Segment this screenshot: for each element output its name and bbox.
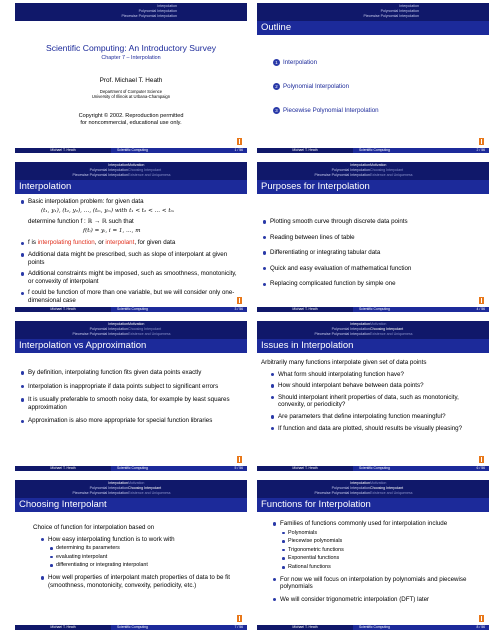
- footer-course: [353, 625, 489, 630]
- slide-header: [15, 162, 247, 180]
- bullet-item: It is usually preferable to smooth noisy data, for example by least squares approximation: [19, 396, 243, 411]
- section-nav: [260, 322, 370, 337]
- nav-interpolation[interactable]: Interpolation: [108, 481, 128, 485]
- footer-author: Michael T. Heath: [257, 307, 353, 312]
- author-name: Prof. Michael T. Heath: [99, 77, 163, 84]
- nav-existence[interactable]: Existence and Uniqueness: [370, 173, 413, 177]
- section-nav: [57, 4, 177, 19]
- university-logo-icon: [479, 456, 484, 463]
- nav-interpolation[interactable]: Interpolation: [350, 322, 370, 326]
- slide-issues: [257, 321, 489, 471]
- bullet-item: How easy interpolating function is to work with: [39, 536, 239, 544]
- sub-bullet-item: differentiating or integrating interpolant: [39, 562, 239, 569]
- nav-interpolation[interactable]: Interpolation: [350, 163, 370, 167]
- footer-course-label: Scientific Computing: [117, 307, 148, 311]
- bullet-text: , for given data: [134, 239, 176, 247]
- bullet-text: f is: [28, 239, 38, 247]
- copyright-notice: [15, 113, 247, 127]
- bullet-item: Interpolation is inappropriate if data points subject to significant errors: [19, 383, 243, 391]
- nav-motivation[interactable]: Motivation: [128, 322, 145, 326]
- outline-number-icon: 2: [273, 83, 280, 90]
- bullet-item: Families of functions commonly used for interpolation include: [271, 520, 481, 528]
- bullet-item: Quick and easy evaluation of mathematical function: [261, 265, 485, 273]
- slide-header: [257, 3, 489, 21]
- footer-course-label: Scientific Computing: [117, 148, 148, 152]
- section-nav: [18, 322, 128, 337]
- footer-author: Michael T. Heath: [257, 466, 353, 471]
- footer-course: [353, 307, 489, 312]
- outline-number-icon: 3: [273, 107, 280, 114]
- equation: (t₁, y₁), (t₂, y₂), …, (tₘ, yₘ) with t₁ < t₂ < … < tₘ: [41, 207, 175, 214]
- bullet-item: Replacing complicated function by simple one: [261, 280, 485, 288]
- university-logo-icon: [479, 615, 484, 622]
- slide-header: [15, 3, 247, 21]
- university-logo-icon: [237, 297, 242, 304]
- nav-motivation[interactable]: Motivation: [370, 481, 387, 485]
- slide-choosing-interpolant: [15, 480, 247, 630]
- institution: [15, 89, 247, 100]
- sub-bullet-item: Rational functions: [271, 564, 481, 571]
- slide-header: [257, 321, 489, 339]
- frame-title: Functions for Interpolation: [257, 498, 489, 512]
- copyright-line-2: for noncommercial, educational use only.: [80, 120, 182, 126]
- outline-label: Piecewise Polynomial Interpolation: [283, 107, 379, 114]
- bullet-item: How well properties of interpolant match properties of data to be fit (smoothness, monotonicity, convexity, periodicity, etc.): [39, 574, 239, 589]
- subsection-nav: [128, 163, 188, 178]
- slide-body: [261, 218, 485, 296]
- university: University of Illinois at Urbana-Champaign: [91, 94, 171, 100]
- footer-author: Michael T. Heath: [15, 307, 111, 312]
- footer-course: [353, 466, 489, 471]
- nav-choosing[interactable]: Choosing Interpolant: [370, 486, 404, 490]
- bullet-item: How should interpolant behave between data points?: [269, 382, 485, 390]
- bullet-item: [19, 239, 243, 247]
- slide-header: [15, 321, 247, 339]
- bullet-text: , or: [94, 239, 106, 247]
- bullet-item: What form should interpolating function have?: [269, 371, 485, 379]
- bullet-item: We will consider trigonometric interpolation (DFT) later: [271, 596, 481, 604]
- nav-polynomial[interactable]: Polynomial Interpolation: [331, 486, 370, 490]
- slide-footer: [257, 466, 489, 471]
- nav-piecewise[interactable]: Piecewise Polynomial Interpolation: [72, 332, 128, 336]
- nav-interpolation[interactable]: Interpolation: [157, 4, 177, 8]
- subsection-nav: [370, 163, 430, 178]
- bullet-item: By definition, interpolating function fits given data points exactly: [19, 369, 243, 377]
- nav-interpolation[interactable]: Interpolation: [108, 163, 128, 167]
- nav-piecewise[interactable]: Piecewise Polynomial Interpolation: [72, 173, 128, 177]
- footer-author: Michael T. Heath: [15, 148, 111, 153]
- frame-title: Interpolation vs Approximation: [15, 339, 247, 353]
- bullet-item: Approximation is also more appropriate for special function libraries: [19, 417, 243, 425]
- subsection-nav: [370, 481, 430, 496]
- bullet-text: Basic interpolation problem: for given data: [28, 198, 144, 205]
- footer-author: Michael T. Heath: [15, 625, 111, 630]
- slide-body: [19, 198, 243, 309]
- nav-existence[interactable]: Existence and Uniqueness: [370, 332, 413, 336]
- footer-course-label: Scientific Computing: [359, 625, 390, 629]
- nav-piecewise[interactable]: Piecewise Polynomial Interpolation: [314, 491, 370, 495]
- sub-bullet-item: determining its parameters: [39, 545, 239, 552]
- nav-choosing[interactable]: Choosing Interpolant: [370, 168, 404, 172]
- nav-existence[interactable]: Existence and Uniqueness: [128, 332, 171, 336]
- slide-footer: [257, 148, 489, 153]
- footer-page: 1 / 56: [234, 148, 243, 152]
- nav-motivation[interactable]: Motivation: [128, 163, 145, 167]
- section-nav: [18, 481, 128, 496]
- slide-footer: [15, 307, 247, 312]
- footer-course: [111, 466, 247, 471]
- presentation-subtitle: Chapter 7 – Interpolation: [101, 55, 161, 61]
- slide-body: [19, 369, 243, 431]
- bullet-continuation: determine function f : ℝ → ℝ such that: [28, 218, 134, 226]
- footer-course: [111, 625, 247, 630]
- bullet-item: Plotting smooth curve through discrete data points: [261, 218, 485, 226]
- frame-title: Issues in Interpolation: [257, 339, 489, 353]
- bullet-item: If function and data are plotted, should results be visually pleasing?: [269, 425, 485, 433]
- bullet-item: f could be function of more than one variable, but we will consider only one-dimensional case: [19, 289, 243, 304]
- subsection-nav: [128, 481, 188, 496]
- university-logo-icon: [479, 297, 484, 304]
- nav-motivation[interactable]: Motivation: [370, 163, 387, 167]
- nav-motivation[interactable]: Motivation: [128, 481, 145, 485]
- outline-item[interactable]: [275, 59, 318, 66]
- footer-course-label: Scientific Computing: [359, 148, 390, 152]
- outline-item[interactable]: [275, 107, 379, 114]
- outline-number-icon: 1: [273, 59, 280, 66]
- footer-course: [353, 148, 489, 153]
- footer-page: 8 / 56: [476, 625, 485, 629]
- footer-page: 3 / 56: [234, 307, 243, 311]
- nav-polynomial[interactable]: Polynomial Interpolation: [89, 168, 128, 172]
- slide-purposes: [257, 162, 489, 312]
- nav-piecewise[interactable]: Piecewise Polynomial Interpolation: [314, 332, 370, 336]
- frame-title: Interpolation: [15, 180, 247, 194]
- university-logo-icon: [479, 138, 484, 145]
- nav-choosing[interactable]: Choosing Interpolant: [128, 168, 162, 172]
- bullet-item: [19, 198, 243, 206]
- nav-choosing[interactable]: Choosing Interpolant: [128, 486, 162, 490]
- nav-interpolation[interactable]: Interpolation: [350, 481, 370, 485]
- nav-polynomial[interactable]: Polynomial Interpolation: [89, 327, 128, 331]
- nav-piecewise[interactable]: Piecewise Polynomial Interpolation: [72, 491, 128, 495]
- footer-course: [111, 307, 247, 312]
- nav-polynomial[interactable]: Polynomial Interpolation: [380, 9, 419, 13]
- nav-piecewise[interactable]: Piecewise Polynomial Interpolation: [314, 173, 370, 177]
- slide-functions-for-interpolation: [257, 480, 489, 630]
- slide-interpolation-vs-approximation: [15, 321, 247, 471]
- sub-bullet-item: evaluating interpolant: [39, 554, 239, 561]
- nav-polynomial[interactable]: Polynomial Interpolation: [138, 9, 177, 13]
- bullet-item: Additional data might be prescribed, such as slope of interpolant at given points: [19, 251, 243, 266]
- slide-footer: [257, 625, 489, 630]
- slide-footer: [15, 466, 247, 471]
- slide-body: [271, 520, 481, 607]
- slide-body: [33, 524, 239, 593]
- nav-polynomial[interactable]: Polynomial Interpolation: [331, 327, 370, 331]
- highlight-term: interpolating function: [37, 239, 95, 247]
- section-nav: [299, 4, 419, 19]
- footer-course-label: Scientific Computing: [359, 466, 390, 470]
- footer-page: 6 / 56: [476, 466, 485, 470]
- department: Department of Computer Science: [99, 89, 163, 94]
- nav-existence[interactable]: Existence and Uniqueness: [128, 491, 171, 495]
- slide-footer: [15, 625, 247, 630]
- nav-choosing[interactable]: Choosing Interpolant: [128, 327, 162, 331]
- footer-page: 7 / 56: [234, 625, 243, 629]
- frame-title: Choosing Interpolant: [15, 498, 247, 512]
- slide-footer: [15, 148, 247, 153]
- equation: f(tᵢ) = yᵢ, i = 1, …, m: [83, 227, 141, 234]
- sub-bullet-item: Trigonometric functions: [271, 547, 481, 554]
- footer-course-label: Scientific Computing: [117, 466, 148, 470]
- slide-header: [15, 480, 247, 498]
- bullet-item: For now we will focus on interpolation by polynomials and piecewise polynomials: [271, 576, 481, 591]
- footer-author: Michael T. Heath: [257, 625, 353, 630]
- footer-page: 2 / 56: [476, 148, 485, 152]
- copyright-line-1: Copyright © 2002. Reproduction permitted: [78, 113, 184, 119]
- university-logo-icon: [237, 138, 242, 145]
- footer-course: [111, 148, 247, 153]
- slide-footer: [257, 307, 489, 312]
- presentation-title: Scientific Computing: An Introductory Survey: [45, 43, 217, 53]
- outline-item[interactable]: [275, 83, 350, 90]
- nav-interpolation[interactable]: Interpolation: [399, 4, 419, 8]
- section-nav: [260, 163, 370, 178]
- footer-course-label: Scientific Computing: [359, 307, 390, 311]
- slide-header: [257, 162, 489, 180]
- bullet-item: Should interpolant inherit properties of data, such as monotonicity, convexity, or periodicity?: [269, 394, 485, 409]
- bullet-item: Are parameters that define interpolating function meaningful?: [269, 413, 485, 421]
- slide-body: [261, 359, 485, 436]
- nav-polynomial[interactable]: Polynomial Interpolation: [331, 168, 370, 172]
- bullet-item: Reading between lines of table: [261, 234, 485, 242]
- highlight-term: interpolant: [105, 239, 135, 247]
- section-nav: [18, 163, 128, 178]
- nav-piecewise[interactable]: Piecewise Polynomial Interpolation: [121, 14, 177, 18]
- outline-label: Polynomial Interpolation: [283, 83, 350, 90]
- subsection-nav: [370, 322, 430, 337]
- nav-existence[interactable]: Existence and Uniqueness: [128, 173, 171, 177]
- outline-label: Interpolation: [283, 59, 318, 66]
- sub-bullet-item: Piecewise polynomials: [271, 538, 481, 545]
- nav-motivation[interactable]: Motivation: [370, 322, 387, 326]
- university-logo-icon: [237, 456, 242, 463]
- frame-title: Outline: [257, 21, 489, 35]
- sub-bullet-item: Polynomials: [271, 530, 481, 537]
- footer-author: Michael T. Heath: [15, 466, 111, 471]
- nav-existence[interactable]: Existence and Uniqueness: [370, 491, 413, 495]
- footer-page: 4 / 56: [476, 307, 485, 311]
- bullet-item: Differentiating or integrating tabular data: [261, 249, 485, 257]
- intro-text: Arbitrarily many functions interpolate given set of data points: [261, 359, 427, 366]
- sub-bullet-item: Exponential functions: [271, 555, 481, 562]
- frame-title: Purposes for Interpolation: [257, 180, 489, 194]
- nav-polynomial[interactable]: Polynomial Interpolation: [89, 486, 128, 490]
- nav-choosing[interactable]: Choosing Interpolant: [370, 327, 404, 331]
- subsection-nav: [128, 322, 188, 337]
- slide-title: [15, 3, 247, 153]
- intro-text: Choice of function for interpolation based on: [33, 524, 155, 531]
- slide-header: [257, 480, 489, 498]
- footer-course-label: Scientific Computing: [117, 625, 148, 629]
- slide-interpolation: [15, 162, 247, 312]
- nav-piecewise[interactable]: Piecewise Polynomial Interpolation: [363, 14, 419, 18]
- nav-interpolation[interactable]: Interpolation: [108, 322, 128, 326]
- section-nav: [260, 481, 370, 496]
- slide-outline: [257, 3, 489, 153]
- bullet-item: Additional constraints might be imposed, such as smoothness, monotonicity, or convexity of interpolant: [19, 270, 243, 285]
- footer-author: Michael T. Heath: [257, 148, 353, 153]
- footer-page: 5 / 56: [234, 466, 243, 470]
- university-logo-icon: [237, 615, 242, 622]
